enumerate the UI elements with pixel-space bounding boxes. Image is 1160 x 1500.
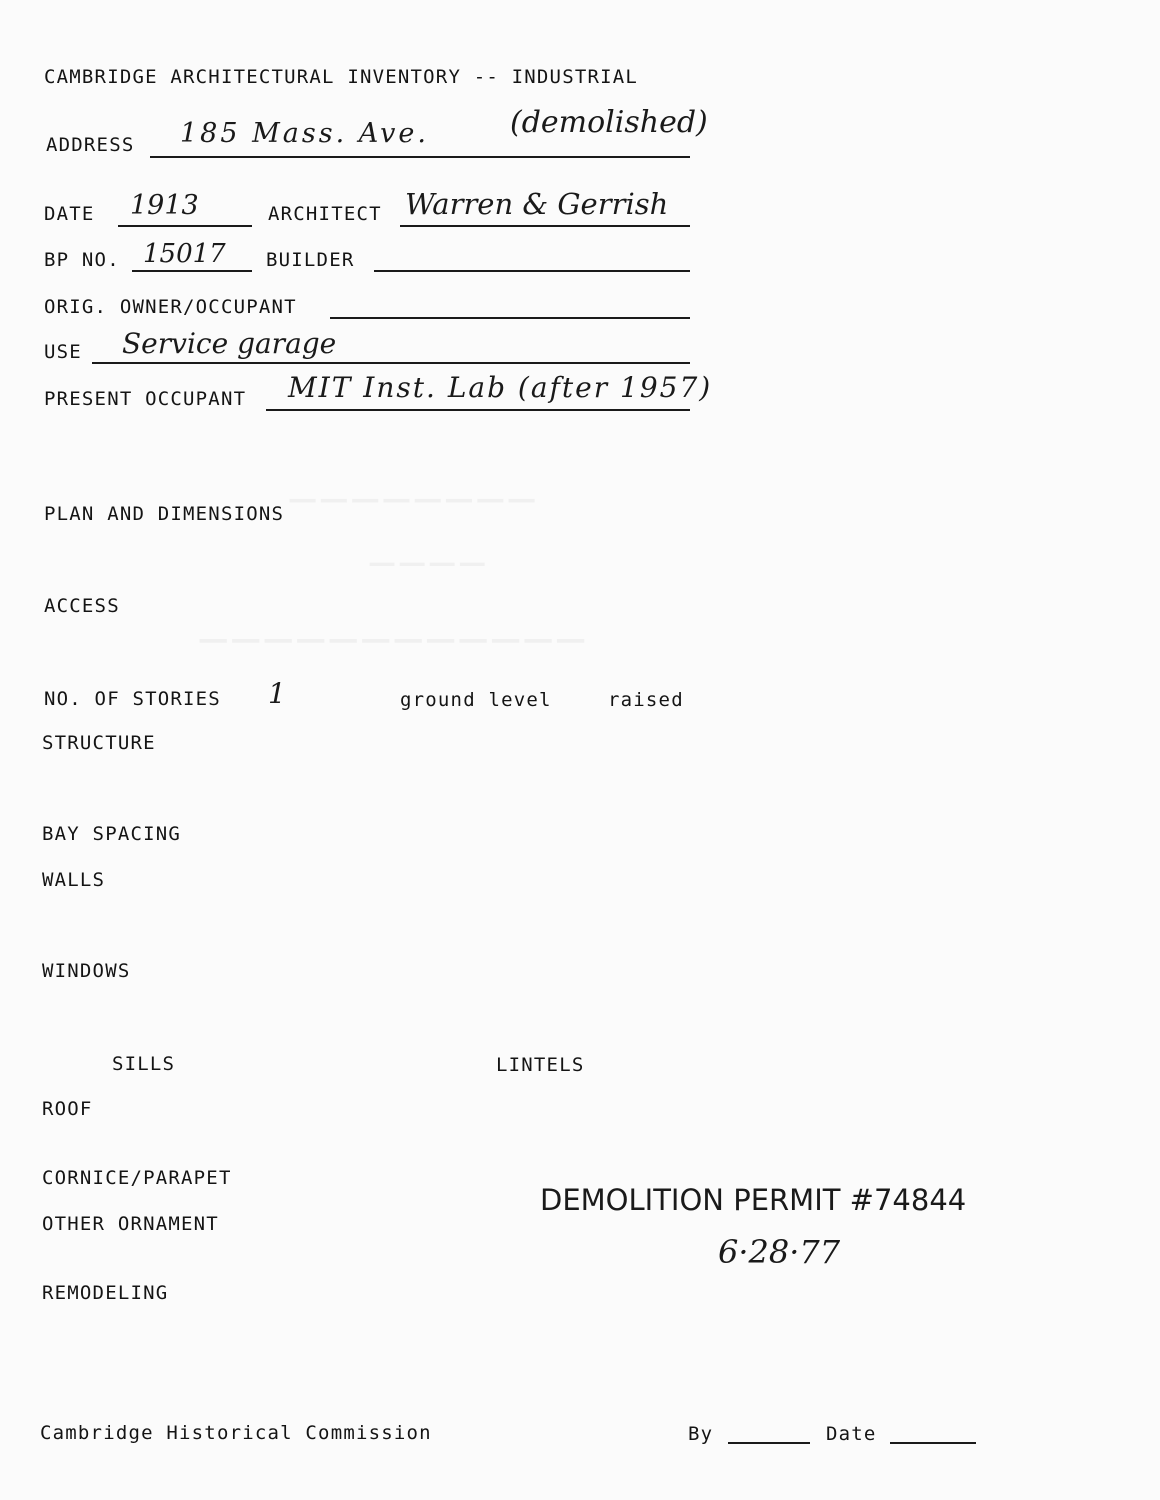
orig-owner-underline: [330, 317, 690, 319]
address-label: ADDRESS: [46, 134, 135, 156]
sills-label: SILLS: [112, 1053, 176, 1075]
footer-date-underline: [890, 1442, 976, 1444]
cornice-label: CORNICE/PARAPET: [42, 1167, 232, 1189]
address-value: 185 Mass. Ave.: [180, 118, 429, 149]
no-of-stories-value: 1: [268, 677, 286, 710]
form-title: CAMBRIDGE ARCHITECTURAL INVENTORY -- INDUSTRIAL: [44, 66, 639, 88]
remodeling-label: REMODELING: [42, 1282, 169, 1304]
no-of-stories-label: NO. OF STORIES: [44, 688, 221, 710]
bleed-through-mark: [200, 620, 590, 664]
architect-underline: [400, 225, 690, 227]
commission-footer: Cambridge Historical Commission: [40, 1422, 432, 1444]
use-underline: [92, 362, 690, 364]
architect-value: Warren & Gerrish: [405, 187, 669, 221]
bp-no-value: 15017: [143, 239, 226, 269]
use-value: Service garage: [122, 327, 337, 360]
demolition-date-note: 6·28·77: [718, 1233, 841, 1271]
present-occupant-underline: [266, 409, 690, 411]
present-occupant-label: PRESENT OCCUPANT: [44, 388, 247, 410]
by-underline: [728, 1442, 810, 1444]
roof-label: ROOF: [42, 1098, 93, 1120]
date-label: DATE: [44, 203, 95, 225]
address-underline: [150, 156, 690, 158]
bay-spacing-label: BAY SPACING: [42, 823, 182, 845]
bleed-through-mark: [290, 480, 540, 522]
builder-label: BUILDER: [266, 249, 355, 271]
demolition-permit-note: DEMOLITION PERMIT #74844: [540, 1183, 967, 1217]
bp-no-label: BP NO.: [44, 249, 120, 271]
by-label: By: [688, 1423, 714, 1445]
other-ornament-label: OTHER ORNAMENT: [42, 1213, 219, 1235]
use-label: USE: [44, 341, 82, 363]
date-value: 1913: [130, 190, 199, 221]
structure-label: STRUCTURE: [42, 732, 156, 754]
architect-label: ARCHITECT: [268, 203, 382, 225]
present-occupant-value: MIT Inst. Lab (after 1957): [288, 371, 713, 404]
date-underline: [118, 225, 252, 227]
lintels-label: LINTELS: [496, 1054, 585, 1076]
windows-label: WINDOWS: [42, 960, 131, 982]
builder-underline: [374, 270, 690, 272]
address-note: (demolished): [510, 105, 708, 140]
plan-dimensions-label: PLAN AND DIMENSIONS: [44, 503, 285, 525]
footer-date-label: Date: [826, 1423, 877, 1445]
access-label: ACCESS: [44, 595, 120, 617]
bleed-through-mark: [370, 545, 490, 585]
raised-label: raised: [608, 689, 684, 711]
walls-label: WALLS: [42, 869, 106, 891]
bp-no-underline: [132, 270, 252, 272]
orig-owner-label: ORIG. OWNER/OCCUPANT: [44, 296, 297, 318]
ground-level-label: ground level: [400, 689, 552, 711]
